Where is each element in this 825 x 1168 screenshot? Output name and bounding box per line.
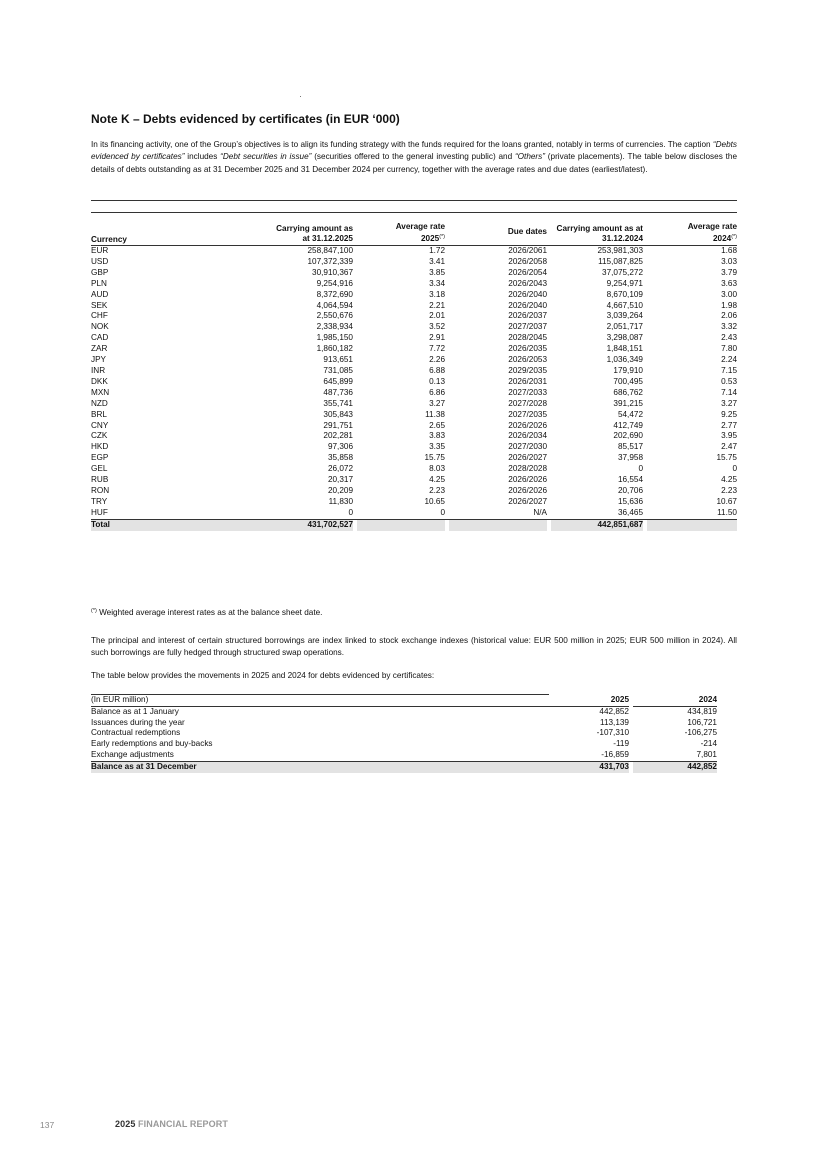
carrying-2024-cell: 54,472 [617, 409, 643, 419]
avg-rate-2024-cell: 7.80 [721, 344, 737, 354]
intro-text-4: (private placements). The table below discloses the details of debts outstanding as at 31 December 2025 and 31 December 2024 per currency, together with the average rates and due dates (earliest/latest). [91, 152, 737, 174]
table-row [91, 322, 737, 333]
avg-rate-2024-cell: 3.03 [721, 256, 737, 266]
table-row [91, 464, 737, 475]
header-avg-rate-2024: Average rate 2024(*) [647, 222, 737, 246]
page-number: 137 [40, 1120, 55, 1130]
due-dates-cell: 2026/2061 [508, 246, 547, 255]
carrying-2024-cell: 253,981,303 [597, 246, 643, 255]
avg-rate-2025-cell: 2.65 [429, 420, 445, 430]
carrying-2025-cell: 258,847,100 [307, 246, 353, 255]
avg-rate-2024-cell: 1.98 [721, 300, 737, 310]
due-dates-cell: 2029/2035 [508, 365, 547, 375]
currency-cell: EGP [91, 453, 109, 463]
avg-rate-2025-cell: 7.72 [429, 344, 445, 354]
currency-cell: PLN [91, 278, 107, 288]
movement-row [91, 728, 717, 739]
carrying-2025-cell: 0 [348, 507, 353, 517]
avg-rate-2025-cell: 2.01 [429, 311, 445, 321]
movement-2025: -119 [613, 739, 629, 749]
table-header-row [91, 222, 737, 246]
avg-rate-2025-cell: 2.91 [429, 333, 445, 343]
total-carrying-2024: 442,851,687 [551, 519, 643, 531]
currency-cell: NOK [91, 322, 109, 332]
avg-rate-2025-cell: 3.27 [429, 398, 445, 408]
divider-top-2 [91, 212, 737, 213]
movements-header-label: (In EUR million) [91, 695, 549, 707]
intro-text-3: (securities offered to the general investing public) and [311, 152, 515, 162]
movement-2024: -106,275 [684, 728, 717, 738]
total-row [91, 519, 737, 531]
movement-2024: 7,801 [696, 749, 717, 759]
due-dates-cell: 2026/2040 [508, 300, 547, 310]
table-row [91, 344, 737, 355]
avg-rate-2024-cell: 0 [732, 464, 737, 474]
avg-rate-2025-cell: 3.18 [429, 289, 445, 299]
movement-2025: -107,310 [596, 728, 629, 738]
due-dates-cell: 2026/2027 [508, 496, 547, 506]
due-dates-cell: 2026/2026 [508, 485, 547, 495]
header-currency: Currency [91, 222, 181, 246]
intro-paragraph [91, 139, 737, 176]
carrying-2024-cell: 412,749 [613, 420, 643, 430]
currency-cell: HUF [91, 507, 108, 517]
movements-header-2024: 2024 [633, 695, 717, 707]
table-row [91, 497, 737, 508]
table-row [91, 301, 737, 312]
table-row [91, 508, 737, 519]
carrying-2025-cell: 487,736 [323, 387, 353, 397]
carrying-2025-cell: 913,651 [323, 355, 353, 365]
due-dates-cell: 2026/2037 [508, 311, 547, 321]
intro-italic-3: “Others” [514, 152, 545, 162]
avg-rate-2025-cell: 3.52 [429, 322, 445, 332]
currency-cell: MXN [91, 387, 110, 397]
avg-rate-2024-cell: 3.27 [721, 398, 737, 408]
header-carrying-2025: Carrying amount as at 31.12.2025 [181, 222, 353, 246]
carrying-2024-cell: 4,667,510 [606, 300, 643, 310]
avg-rate-2024-cell: 2.47 [721, 442, 737, 452]
avg-rate-2024-cell: 1.68 [721, 246, 737, 255]
footnote-text: Weighted average interest rates as at the balance sheet date. [96, 608, 323, 617]
avg-rate-2025-cell: 6.88 [429, 365, 445, 375]
report-brand: 2025 FINANCIAL REPORT [115, 1119, 228, 1129]
avg-rate-2025-cell: 3.85 [429, 267, 445, 277]
carrying-2024-cell: 85,517 [617, 442, 643, 452]
page-title: Note K – Debts evidenced by certificates (in EUR ‘000) [91, 112, 400, 126]
avg-rate-2024-cell: 2.43 [721, 333, 737, 343]
avg-rate-2024-cell: 3.63 [721, 278, 737, 288]
currency-cell: ZAR [91, 344, 108, 354]
avg-rate-2025-cell: 2.21 [429, 300, 445, 310]
avg-rate-2025-cell: 11.38 [425, 409, 445, 419]
carrying-2025-cell: 107,372,339 [307, 256, 353, 266]
carrying-2025-cell: 355,741 [323, 398, 353, 408]
movements-header-2025: 2025 [549, 695, 629, 707]
table-row [91, 246, 737, 257]
due-dates-cell: 2027/2037 [508, 322, 547, 332]
currency-cell: JPY [91, 355, 107, 365]
carrying-2024-cell: 686,762 [613, 387, 643, 397]
currency-cell: CZK [91, 431, 108, 441]
table-row [91, 475, 737, 486]
movement-total-label: Balance as at 31 December [91, 761, 549, 772]
movement-label: Contractual redemptions [91, 728, 181, 738]
movements-header-row [91, 695, 717, 707]
currency-cell: GEL [91, 464, 108, 474]
movement-row [91, 706, 717, 717]
carrying-2024-cell: 8,670,109 [606, 289, 643, 299]
avg-rate-2024-cell: 3.00 [721, 289, 737, 299]
avg-rate-2024-cell: 3.95 [721, 431, 737, 441]
carrying-2024-cell: 37,075,272 [602, 267, 643, 277]
carrying-2025-cell: 291,751 [323, 420, 353, 430]
avg-rate-2025-cell: 3.83 [429, 431, 445, 441]
carrying-2024-cell: 16,554 [617, 475, 643, 485]
carrying-2025-cell: 35,858 [327, 453, 353, 463]
carrying-2025-cell: 26,072 [327, 464, 353, 474]
carrying-2024-cell: 115,087,825 [598, 256, 643, 266]
carrying-2024-cell: 37,958 [617, 453, 643, 463]
table-row [91, 421, 737, 432]
currency-cell: TRY [91, 496, 108, 506]
divider-top [91, 200, 737, 201]
carrying-2025-cell: 731,085 [323, 365, 353, 375]
due-dates-cell: 2026/2043 [508, 278, 547, 288]
currency-cell: RON [91, 485, 110, 495]
avg-rate-2024-cell: 10.67 [716, 496, 737, 506]
movements-intro-paragraph: The table below provides the movements in 2025 and 2024 for debts evidenced by certificates: [91, 671, 435, 680]
due-dates-cell: 2027/2028 [508, 398, 547, 408]
carrying-2024-cell: 9,254,971 [606, 278, 643, 288]
avg-rate-2025-cell: 2.23 [429, 485, 445, 495]
header-avg-rate-2025: Average rate 2025(*) [357, 222, 445, 246]
carrying-2024-cell: 700,495 [613, 376, 643, 386]
table-row [91, 486, 737, 497]
carrying-2025-cell: 2,550,676 [316, 311, 353, 321]
currency-cell: USD [91, 256, 109, 266]
carrying-2025-cell: 4,064,594 [316, 300, 353, 310]
due-dates-cell: 2026/2035 [508, 344, 547, 354]
total-carrying-2025: 431,702,527 [181, 519, 353, 531]
table-row [91, 268, 737, 279]
movement-row [91, 739, 717, 750]
movement-label: Early redemptions and buy-backs [91, 739, 213, 749]
table-row [91, 453, 737, 464]
movement-row [91, 718, 717, 729]
table-row [91, 290, 737, 301]
table-row [91, 377, 737, 388]
due-dates-cell: 2026/2034 [508, 431, 547, 441]
avg-rate-2024-cell: 7.14 [721, 387, 737, 397]
debts-by-currency-table [91, 222, 737, 533]
table-row [91, 410, 737, 421]
total-label: Total [91, 519, 181, 531]
header-carrying-2024: Carrying amount as at 31.12.2024 [551, 222, 643, 246]
table-row [91, 257, 737, 268]
avg-rate-2025-cell: 0 [440, 507, 445, 517]
intro-text-2: includes [184, 152, 221, 162]
carrying-2025-cell: 1,985,150 [316, 333, 353, 343]
movements-table [91, 694, 717, 773]
movement-2025: 442,852 [599, 706, 629, 716]
avg-rate-2024-cell: 3.32 [721, 322, 737, 332]
carrying-2025-cell: 8,372,690 [316, 289, 353, 299]
carrying-2024-cell: 15,636 [617, 496, 643, 506]
movement-total-row [91, 761, 717, 772]
movement-label: Exchange adjustments [91, 749, 174, 759]
carrying-2025-cell: 20,317 [327, 475, 353, 485]
avg-rate-2025-cell: 1.72 [429, 246, 445, 255]
due-dates-cell: 2026/2053 [508, 355, 547, 365]
page-footer [40, 1119, 228, 1130]
avg-rate-2025-cell: 3.34 [429, 278, 445, 288]
movement-label: Issuances during the year [91, 717, 185, 727]
due-dates-cell: 2026/2040 [508, 289, 547, 299]
currency-cell: NZD [91, 398, 108, 408]
currency-cell: CAD [91, 333, 109, 343]
due-dates-cell: 2026/2054 [508, 267, 547, 277]
avg-rate-2025-cell: 4.25 [429, 475, 445, 485]
carrying-2024-cell: 2,051,717 [606, 322, 643, 332]
carrying-2025-cell: 30,910,367 [312, 267, 353, 277]
avg-rate-2025-cell: 0.13 [429, 376, 445, 386]
table-row [91, 431, 737, 442]
movement-total-2024: 442,852 [633, 761, 717, 772]
avg-rate-2024-cell: 2.24 [721, 355, 737, 365]
currency-cell: CHF [91, 311, 108, 321]
carrying-2025-cell: 305,843 [323, 409, 353, 419]
table-row [91, 442, 737, 453]
footnote-mark: (*) [91, 608, 97, 614]
movement-row [91, 750, 717, 761]
avg-rate-2024-cell: 3.79 [721, 267, 737, 277]
avg-rate-2024-cell: 15.75 [716, 453, 737, 463]
carrying-2024-cell: 0 [638, 464, 643, 474]
currency-cell: GBP [91, 267, 109, 277]
due-dates-cell: 2027/2030 [508, 442, 547, 452]
carrying-2024-cell: 179,910 [613, 365, 643, 375]
carrying-2024-cell: 391,215 [613, 398, 643, 408]
avg-rate-2025-cell: 3.41 [429, 256, 445, 266]
avg-rate-2025-cell: 2.26 [429, 355, 445, 365]
due-dates-cell: 2026/2026 [508, 475, 547, 485]
due-dates-cell: 2026/2031 [508, 376, 547, 386]
intro-text-1: In its financing activity, one of the Group’s objectives is to align its funding strategy with the funds required for the loans granted, notably in terms of currencies. The caption [91, 140, 713, 149]
header-due-dates: Due dates [449, 222, 547, 246]
table-row [91, 366, 737, 377]
due-dates-cell: 2026/2027 [508, 453, 547, 463]
carrying-2024-cell: 36,465 [617, 507, 643, 517]
currency-cell: EUR [91, 246, 109, 255]
movement-2024: -214 [700, 739, 717, 749]
carrying-2025-cell: 645,899 [323, 376, 353, 386]
total-avg-2024-empty [647, 519, 737, 531]
stray-dot [300, 96, 301, 97]
carrying-2024-cell: 1,036,349 [606, 355, 643, 365]
carrying-2025-cell: 1,860,182 [316, 344, 353, 354]
movement-2025: -16,859 [601, 749, 629, 759]
carrying-2025-cell: 20,209 [327, 485, 353, 495]
carrying-2024-cell: 20,706 [617, 485, 643, 495]
currency-cell: DKK [91, 376, 108, 386]
avg-rate-2025-cell: 3.35 [429, 442, 445, 452]
movement-label: Balance as at 1 January [91, 706, 179, 716]
table-row [91, 333, 737, 344]
avg-rate-2025-cell: 15.75 [424, 453, 445, 463]
structured-borrowings-paragraph: The principal and interest of certain structured borrowings are index linked to stock exchange indexes (historical value: EUR 500 million in 2025; EUR 500 million in 2024). All such borrowings are fully hedged through structured swap operations. [91, 636, 737, 658]
total-due-empty [449, 519, 547, 531]
avg-rate-2025-cell: 8.03 [429, 464, 445, 474]
due-dates-cell: 2027/2033 [508, 387, 547, 397]
carrying-2025-cell: 9,254,916 [316, 278, 353, 288]
currency-cell: AUD [91, 289, 109, 299]
avg-rate-2024-cell: 2.06 [721, 311, 737, 321]
currency-cell: CNY [91, 420, 109, 430]
carrying-2025-cell: 202,281 [323, 431, 353, 441]
table-row [91, 388, 737, 399]
currency-cell: HKD [91, 442, 109, 452]
due-dates-cell: 2027/2035 [508, 409, 547, 419]
avg-rate-2024-cell: 4.25 [721, 475, 737, 485]
table-row [91, 279, 737, 290]
movement-2024: 106,721 [687, 717, 717, 727]
table-row [91, 355, 737, 366]
table-row [91, 399, 737, 410]
carrying-2024-cell: 1,848,151 [606, 344, 643, 354]
carrying-2025-cell: 97,306 [327, 442, 353, 452]
movement-total-2025: 431,703 [549, 761, 629, 772]
due-dates-cell: 2028/2045 [508, 333, 547, 343]
avg-rate-2024-cell: 2.77 [721, 420, 737, 430]
due-dates-cell: 2026/2026 [508, 420, 547, 430]
movement-2025: 113,139 [600, 717, 629, 727]
currency-cell: SEK [91, 300, 108, 310]
footnote [91, 608, 322, 617]
due-dates-cell: 2028/2028 [508, 464, 547, 474]
avg-rate-2024-cell: 11.50 [717, 507, 737, 517]
intro-italic-1: “Debts evidenced by certificates” [91, 140, 737, 162]
intro-italic-2: “Debt securities in issue” [220, 152, 312, 162]
carrying-2024-cell: 202,690 [613, 431, 643, 441]
total-avg-2025-empty [357, 519, 445, 531]
carrying-2024-cell: 3,298,087 [606, 333, 643, 343]
avg-rate-2024-cell: 7.15 [721, 365, 737, 375]
currency-cell: RUB [91, 475, 109, 485]
carrying-2024-cell: 3,039,264 [606, 311, 643, 321]
due-dates-cell: 2026/2058 [508, 256, 547, 266]
avg-rate-2025-cell: 6.86 [429, 387, 445, 397]
due-dates-cell: N/A [533, 507, 547, 517]
currency-cell: BRL [91, 409, 107, 419]
avg-rate-2024-cell: 0.53 [721, 376, 737, 386]
carrying-2025-cell: 11,830 [328, 496, 353, 506]
avg-rate-2025-cell: 10.65 [424, 496, 445, 506]
avg-rate-2024-cell: 9.25 [721, 409, 737, 419]
movement-2024: 434,819 [687, 706, 717, 716]
avg-rate-2024-cell: 2.23 [721, 485, 737, 495]
currency-cell: INR [91, 365, 106, 375]
table-row [91, 311, 737, 322]
carrying-2025-cell: 2,338,934 [316, 322, 353, 332]
